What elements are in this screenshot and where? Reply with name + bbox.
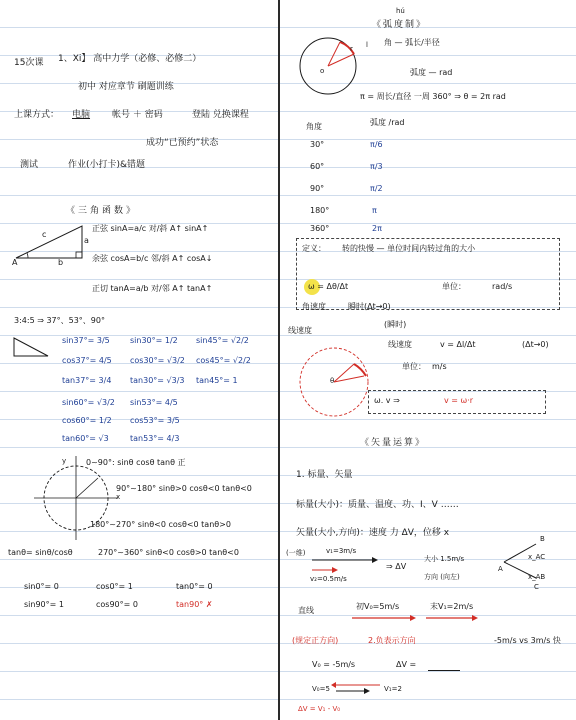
cos60: cos60°= 1/2 xyxy=(62,416,112,425)
omega-v-text: ω. v ⇒ xyxy=(374,396,400,405)
sin53: sin53°= 4/5 xyxy=(130,398,178,407)
quadrant-4: 270°~360° sinθ<0 cosθ>0 tanθ<0 xyxy=(98,548,239,557)
lesson-count: 15次课 xyxy=(14,58,44,68)
angular-velocity-label: 角速度 xyxy=(302,302,326,311)
radius-r: r xyxy=(350,45,353,53)
v0-arrow-label: V₀=5 xyxy=(312,685,330,693)
y-axis-label: y xyxy=(62,457,67,465)
straight-line-arrows xyxy=(350,614,490,622)
rad-60: π/3 xyxy=(370,162,383,171)
delta-v-arrow: ⇒ ΔV xyxy=(386,562,407,571)
angle-definition: 角 — 弧长/半径 xyxy=(384,38,440,47)
device-text: 电脑 xyxy=(72,110,91,120)
point-c: C xyxy=(534,583,539,591)
sin60: sin60°= √3/2 xyxy=(62,398,115,407)
right-triangle-figure xyxy=(12,222,92,266)
v1-arrow-label: V₁=2 xyxy=(384,685,402,693)
unit-label-2: 单位： xyxy=(402,362,426,371)
tan90: tan90° ✗ xyxy=(176,600,213,609)
vector-examples: 矢量(大小,方向)：速度 力 ΔV，位移 x xyxy=(296,528,450,538)
negative-direction-note: 2.负表示方向 xyxy=(368,636,416,645)
cos37: cos37°= 4/5 xyxy=(62,356,112,365)
tan37: tan37°= 3/4 xyxy=(62,376,112,385)
initial-velocity: 初V₀=5m/s xyxy=(356,602,400,611)
triangle-side-b: b xyxy=(58,258,64,267)
angular-velocity-definition: 转的快慢 — 单位时间内转过角的大小 xyxy=(342,244,476,253)
linear-velocity-formula: v = Δl/Δt xyxy=(440,340,476,349)
linear-velocity-unit: m/s xyxy=(432,362,447,371)
point-a: A xyxy=(498,565,503,573)
delta-t-limit: (Δt→0) xyxy=(522,340,549,349)
degree-header: 角度 xyxy=(306,122,322,131)
definition-label: 定义： xyxy=(302,244,326,253)
v0-negative: V₀ = -5m/s xyxy=(312,660,356,669)
v1-label: v₁=3m/s xyxy=(326,547,357,555)
v0-v1-arrows xyxy=(334,682,384,694)
sin37: sin37°= 3/5 xyxy=(62,336,110,345)
positive-direction-note: (规定正方向) xyxy=(292,636,339,645)
one-dim-label: (一维) xyxy=(286,549,306,557)
tan-identity: tanθ= sinθ/cosθ xyxy=(8,548,73,557)
deg-30: 30° xyxy=(310,140,325,149)
rad-90: π/2 xyxy=(370,184,383,193)
x-ab-label: x_AB xyxy=(528,573,546,581)
delta-v-direction: 方向 (向左) xyxy=(424,573,460,581)
rad-180: π xyxy=(372,206,377,215)
instantaneous-note: (瞬时) xyxy=(384,320,407,329)
cos90: cos90°= 0 xyxy=(96,600,138,609)
triangle-vertex-a: A xyxy=(12,258,18,267)
point-b: B xyxy=(540,535,545,543)
small-triangle-figure xyxy=(12,336,52,360)
radian-unit: 弧度 — rad xyxy=(410,68,453,77)
quadrant-3: 180°~270° sinθ<0 cosθ<0 tanθ>0 xyxy=(90,520,231,529)
deg-90: 90° xyxy=(310,184,325,193)
homework-text: 作业(小打卡)&错题 xyxy=(68,160,146,170)
answer-blank xyxy=(428,670,460,671)
sin90: sin90°= 1 xyxy=(24,600,64,609)
triangle-side-a: a xyxy=(84,236,89,245)
login-text: 登陆 兑换课程 xyxy=(192,110,249,120)
quadrant-1: 0~90°: sinθ cosθ tanθ 正 xyxy=(86,458,186,467)
pi-definition: π = 周长/直径 一周 360° ⇒ θ = 2π rad xyxy=(360,92,506,101)
circle-center-o: o xyxy=(320,67,325,75)
cos0: cos0°= 1 xyxy=(96,582,133,591)
v2-label: v₂=0.5m/s xyxy=(310,575,347,583)
unit-label-1: 单位： xyxy=(442,282,466,291)
test-label: 测试 xyxy=(20,160,39,170)
final-velocity: 末V₁=2m/s xyxy=(430,602,474,611)
v-equals-omega-r: v = ω·r xyxy=(444,396,474,405)
linear-velocity-title: 线速度 xyxy=(288,326,312,335)
radian-heading: 《弧度制》 xyxy=(372,20,428,30)
vector-heading: 《矢量运算》 xyxy=(360,438,427,448)
sin45: sin45°= √2/2 xyxy=(196,336,249,345)
radian-header: 弧度 /rad xyxy=(370,118,405,127)
booking-status: 成功“已预约”状态 xyxy=(146,138,219,148)
theta-label: θ xyxy=(330,377,335,385)
rad-360: 2π xyxy=(372,224,382,233)
x-axis-label: x xyxy=(116,493,121,501)
cos30: cos30°= √3/2 xyxy=(130,356,185,365)
trig-heading: 《三角函数》 xyxy=(66,206,139,216)
delta-v-equals: ΔV = xyxy=(396,660,417,669)
sin30: sin30°= 1/2 xyxy=(130,336,178,345)
omega-unit: rad/s xyxy=(492,282,513,291)
delta-v-magnitude: 大小 1.5m/s xyxy=(424,555,465,563)
quadrant-2: 90°~180° sinθ>0 cosθ<0 tanθ<0 xyxy=(116,484,252,493)
sine-definition: 正弦 sinA=a/c 对/斜 A↑ sinA↑ xyxy=(92,224,209,233)
velocity-arrows xyxy=(310,556,378,576)
tan30: tan30°= √3/3 xyxy=(130,376,185,385)
rad-30: π/6 xyxy=(370,140,383,149)
column-divider xyxy=(278,0,280,720)
tan0: tan0°= 0 xyxy=(176,582,213,591)
scalar-vector-title: 1. 标量、矢量 xyxy=(296,470,353,480)
scalar-examples: 标量(大小)：质量、温度、功、I、V …… xyxy=(296,500,459,510)
deg-360: 360° xyxy=(310,224,330,233)
tan60: tan60°= √3 xyxy=(62,434,109,443)
tan53: tan53°= 4/3 xyxy=(130,434,180,443)
triangle-side-c: c xyxy=(42,230,47,239)
cos45: cos45°= √2/2 xyxy=(196,356,251,365)
course-practice: 初中 对应章节 刷题训练 xyxy=(78,82,174,92)
course-scope: 1、Xi】 高中力学（必修、必修二） xyxy=(58,54,202,64)
speed-comparison: -5m/s vs 3m/s 快 xyxy=(494,636,561,645)
pinyin-hu: hú xyxy=(396,7,405,15)
tan45: tan45°= 1 xyxy=(196,376,238,385)
tangent-definition: 正切 tanA=a/b 对/邻 A↑ tanA↑ xyxy=(92,284,213,293)
linear-velocity-label: 线速度 xyxy=(388,340,412,349)
deg-180: 180° xyxy=(310,206,330,215)
omega-formula: ω = Δθ/Δt xyxy=(308,282,349,291)
arc-l: l xyxy=(366,41,368,49)
class-method-label: 上课方式： xyxy=(14,110,60,120)
account-text: 帐号 ＋ 密码 xyxy=(112,110,163,120)
special-triangle-ratio: 3:4:5 ⇒ 37°、53°、90° xyxy=(14,316,105,325)
cos53: cos53°= 3/5 xyxy=(130,416,180,425)
instantaneous-label: 瞬时(Δt→0) xyxy=(348,302,391,311)
straight-line-label: 直线 xyxy=(298,606,314,615)
x-ac-label: x_AC xyxy=(528,553,546,561)
delta-v-formula: ΔV = V₁ - V₀ xyxy=(298,705,341,713)
deg-60: 60° xyxy=(310,162,325,171)
sin0: sin0°= 0 xyxy=(24,582,59,591)
cosine-definition: 余弦 cosA=b/c 邻/斜 A↑ cosA↓ xyxy=(92,254,213,263)
